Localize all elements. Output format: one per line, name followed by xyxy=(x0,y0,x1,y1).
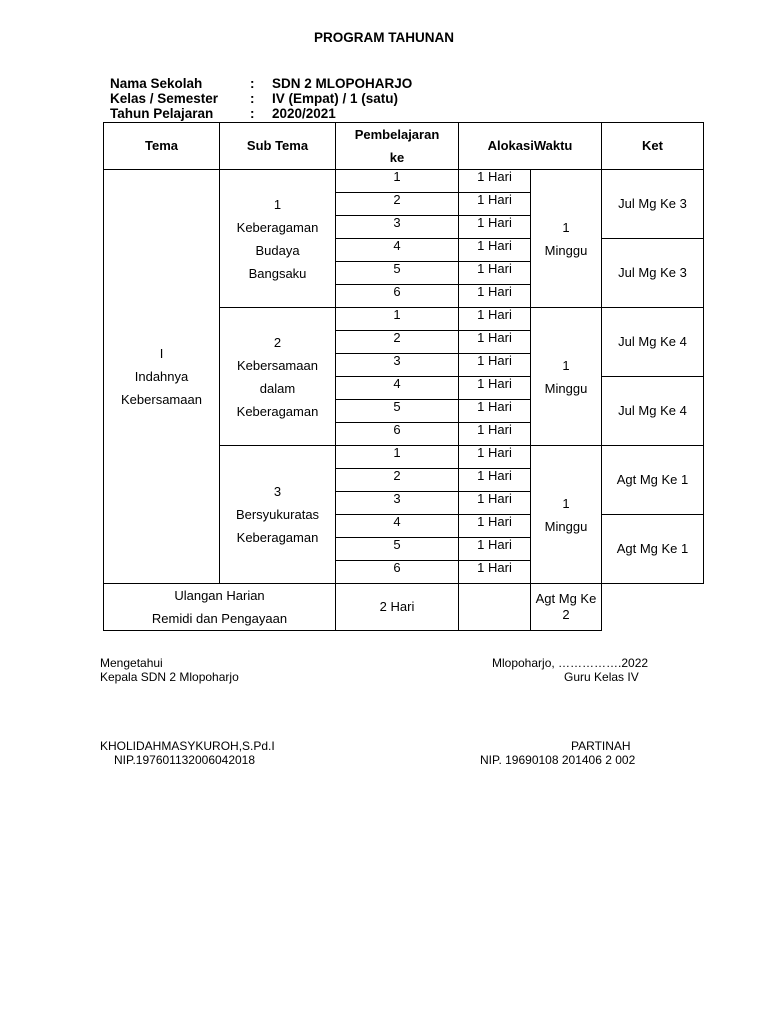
hari-cell: 1 Hari xyxy=(459,446,531,469)
hari-cell: 1 Hari xyxy=(459,262,531,285)
info-value: 2020/2021 xyxy=(272,106,336,121)
subtema-line: Kebersamaan xyxy=(237,357,318,373)
hari-cell: 1 Hari xyxy=(459,515,531,538)
info-colon: : xyxy=(250,91,255,106)
footer-left-signature xyxy=(100,739,275,767)
footer-mengetahui: Mengetahui xyxy=(100,656,163,670)
ulangan-ket: Agt Mg Ke 2 xyxy=(531,584,602,631)
minggu-cell xyxy=(531,308,602,446)
footer-guru: Guru Kelas IV xyxy=(564,670,639,684)
subtema-line: Keberagaman xyxy=(236,403,319,419)
minggu-num: 1 xyxy=(562,219,570,235)
tema-num: I xyxy=(159,346,164,361)
minggu-cell xyxy=(531,170,602,308)
hari-cell: 1 Hari xyxy=(459,239,531,262)
pembelajaran-cell: 4 xyxy=(336,515,459,538)
info-label: Tahun Pelajaran xyxy=(110,106,214,121)
table-row-ulangan xyxy=(104,584,704,631)
tema-cell xyxy=(104,170,220,584)
footer-right-heading xyxy=(492,656,692,684)
info-row-school xyxy=(110,76,412,91)
school-info xyxy=(110,76,412,121)
hari-cell: 1 Hari xyxy=(459,469,531,492)
pembelajaran-cell: 3 xyxy=(336,216,459,239)
header-pembelajaran-line2: ke xyxy=(389,150,405,165)
hari-cell: 1 Hari xyxy=(459,561,531,584)
ulangan-line2: Remidi dan Pengayaan xyxy=(151,611,288,626)
page-title: PROGRAM TAHUNAN xyxy=(314,30,454,45)
pembelajaran-cell: 1 xyxy=(336,308,459,331)
minggu-label: Minggu xyxy=(544,242,588,258)
ket-cell: Jul Mg Ke 4 xyxy=(602,377,704,446)
footer-left-heading xyxy=(100,656,239,684)
pembelajaran-cell: 6 xyxy=(336,561,459,584)
hari-cell: 1 Hari xyxy=(459,285,531,308)
hari-cell: 1 Hari xyxy=(459,400,531,423)
minggu-num: 1 xyxy=(562,495,570,511)
pembelajaran-cell: 5 xyxy=(336,400,459,423)
subtema-cell xyxy=(220,170,336,308)
hari-cell: 1 Hari xyxy=(459,308,531,331)
header-tema: Tema xyxy=(104,123,220,170)
minggu-label: Minggu xyxy=(544,380,588,396)
subtema-line: Bersyukuratas xyxy=(235,507,320,522)
subtema-num: 3 xyxy=(273,484,282,499)
hari-cell: 1 Hari xyxy=(459,377,531,400)
footer-kepala: Kepala SDN 2 Mlopoharjo xyxy=(100,670,239,684)
subtema-line: dalam xyxy=(259,380,296,396)
subtema-num: 1 xyxy=(273,196,282,212)
tema-line2: Kebersamaan xyxy=(121,392,202,407)
pembelajaran-cell: 3 xyxy=(336,492,459,515)
hari-cell: 1 Hari xyxy=(459,354,531,377)
hari-cell: 1 Hari xyxy=(459,423,531,446)
header-alokasi: AlokasiWaktu xyxy=(459,123,602,170)
info-row-class xyxy=(110,91,412,106)
minggu-num: 1 xyxy=(562,357,570,373)
table-header-row xyxy=(104,123,704,170)
pembelajaran-cell: 5 xyxy=(336,262,459,285)
pembelajaran-cell: 6 xyxy=(336,423,459,446)
footer-place-date: Mlopoharjo, …………….2022 xyxy=(492,656,649,670)
info-row-year xyxy=(110,106,412,121)
ulangan-cell xyxy=(104,584,336,631)
ulangan-alokasi: 2 Hari xyxy=(336,584,459,631)
subtema-cell xyxy=(220,308,336,446)
pembelajaran-cell: 5 xyxy=(336,538,459,561)
ket-cell: Agt Mg Ke 1 xyxy=(602,446,704,515)
pembelajaran-cell: 2 xyxy=(336,469,459,492)
footer-right-name: PARTINAH xyxy=(571,739,631,753)
pembelajaran-cell: 2 xyxy=(336,193,459,216)
info-value: SDN 2 MLOPOHARJO xyxy=(272,76,413,91)
ket-cell: Jul Mg Ke 3 xyxy=(602,239,704,308)
minggu-cell xyxy=(531,446,602,584)
hari-cell: 1 Hari xyxy=(459,193,531,216)
footer-left-name: KHOLIDAHMASYKUROH,S.Pd.I xyxy=(100,739,275,753)
subtema-line: Keberagaman xyxy=(236,219,319,235)
subtema-line: Budaya xyxy=(255,242,300,258)
ulangan-minggu xyxy=(459,584,531,631)
pembelajaran-cell: 6 xyxy=(336,285,459,308)
pembelajaran-cell: 1 xyxy=(336,170,459,193)
footer-left-nip: NIP.197601132006042018 xyxy=(114,753,256,767)
subtema-num: 2 xyxy=(273,334,282,350)
pembelajaran-cell: 4 xyxy=(336,239,459,262)
header-pembelajaran-line1: Pembelajaran xyxy=(354,127,440,142)
info-label: Nama Sekolah xyxy=(110,76,203,91)
subtema-line: Keberagaman xyxy=(236,530,319,545)
tema-line1: Indahnya xyxy=(134,369,189,384)
pembelajaran-cell: 1 xyxy=(336,446,459,469)
info-value: IV (Empat) / 1 (satu) xyxy=(272,91,399,106)
header-pembelajaran xyxy=(336,123,459,170)
subtema-cell xyxy=(220,446,336,584)
footer-right-nip: NIP. 19690108 201406 2 002 xyxy=(480,753,636,767)
minggu-label: Minggu xyxy=(544,518,588,534)
hari-cell: 1 Hari xyxy=(459,170,531,193)
ket-cell: Agt Mg Ke 1 xyxy=(602,515,704,584)
header-subtema: Sub Tema xyxy=(220,123,336,170)
ket-cell: Jul Mg Ke 4 xyxy=(602,308,704,377)
pembelajaran-cell: 3 xyxy=(336,354,459,377)
pembelajaran-cell: 4 xyxy=(336,377,459,400)
info-colon: : xyxy=(250,106,255,121)
header-ket: Ket xyxy=(602,123,704,170)
table-row xyxy=(104,170,704,193)
footer-right-signature xyxy=(480,739,710,767)
subtema-line: Bangsaku xyxy=(248,265,307,281)
hari-cell: 1 Hari xyxy=(459,331,531,354)
ket-cell: Jul Mg Ke 3 xyxy=(602,170,704,239)
program-table xyxy=(103,122,704,631)
hari-cell: 1 Hari xyxy=(459,538,531,561)
pembelajaran-cell: 2 xyxy=(336,331,459,354)
hari-cell: 1 Hari xyxy=(459,492,531,515)
ulangan-line1: Ulangan Harian xyxy=(174,588,265,603)
info-colon: : xyxy=(250,76,255,91)
hari-cell: 1 Hari xyxy=(459,216,531,239)
info-label: Kelas / Semester xyxy=(110,91,219,106)
